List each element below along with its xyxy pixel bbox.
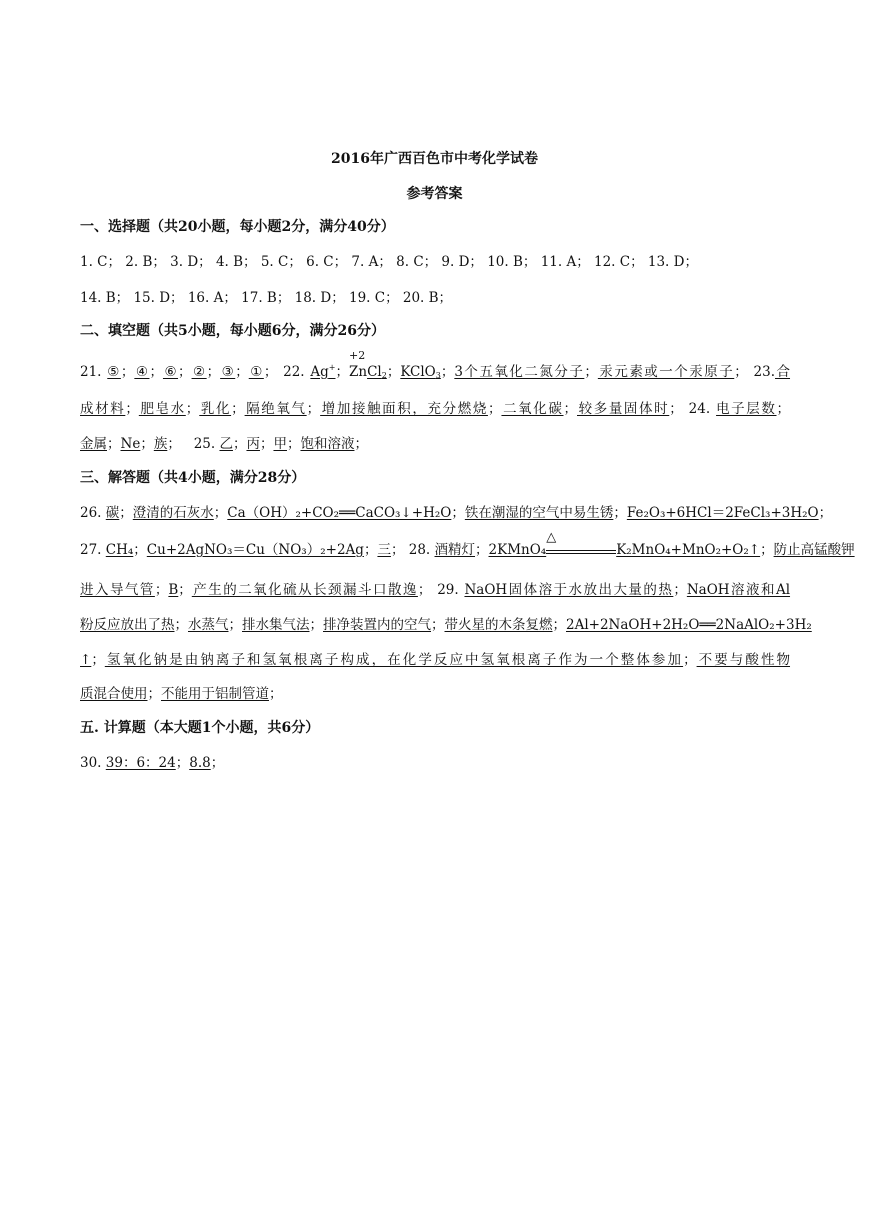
q29-answer-9-end: 质混合使用 xyxy=(80,686,148,702)
q24-answer-4: 族 xyxy=(153,436,168,452)
q29-equation-start: 2Al+2NaOH+2H₂O══2NaAlO₂+3H₂ xyxy=(566,617,812,633)
section2-heading: 二、填空题（共5小题，每小题6分，满分26分） xyxy=(80,323,385,339)
q23-answer-4: 隔绝氧气 xyxy=(244,401,307,417)
valence-mark: +2 xyxy=(348,349,366,362)
q26-equation-2: Fe₂O₃+6HCl＝2FeCl₃+3H₂O xyxy=(626,505,819,521)
q22-answer-valence: +2 ZnCl$_2$ xyxy=(348,349,387,380)
section3-line5: ↑；氢氧化钠是由钠离子和氢氧根离子构成，在化学反应中氢氧根离子作为一个整体参加；不要与酸性物 xyxy=(80,652,791,668)
section2-line3: 金属；Ne；族； 25. 乙；丙；甲；饱和溶液； xyxy=(80,436,368,452)
q23-answer-6: 二氧化碳 xyxy=(501,401,564,417)
q29-answer-6: 带火星的木条复燃 xyxy=(444,617,553,633)
q28-answer-3-end: 进入导气管 xyxy=(80,582,155,598)
q23-answer-7: 较多量固体时 xyxy=(577,401,670,417)
q23-answer-3: 乳化 xyxy=(199,401,232,417)
q27-answer-1: CH₄ xyxy=(105,542,134,558)
q28-answer-4: B xyxy=(168,582,179,598)
heating-condition-mark: △ xyxy=(546,530,557,545)
q24-number: 24. xyxy=(688,401,711,417)
q27-answer-3: 三 xyxy=(377,542,391,558)
section2-line1: 21. ⑤；④；⑥；②；③；①； 22. Ag+； +2 ZnCl$_2$；KClO$_3$；3个五氧化二氮分子；汞元素或一个汞原子； 23.合 xyxy=(80,349,791,380)
section3-line6: 质混合使用；不能用于铝制管道； xyxy=(80,686,283,702)
q29-answer-8: 氢氧化钠是由钠离子和氢氧根离子构成，在化学反应中氢氧根离子作为一个整体参加 xyxy=(104,652,684,668)
q21-answer-6: ① xyxy=(248,364,264,380)
q29-answer-2-start: NaOH溶液和Al xyxy=(686,582,791,598)
q26-equation-1: Ca（OH）₂+CO₂══CaCO₃↓+H₂O xyxy=(227,505,452,521)
q28-answer-1: 酒精灯 xyxy=(434,542,476,558)
q29-answer-1: NaOH固体溶于水放出大量的热 xyxy=(464,582,674,598)
section1-heading: 一、选择题（共20小题，每小题2分，满分40分） xyxy=(80,219,395,235)
q29-answer-9-start: 不要与酸性物 xyxy=(696,652,791,668)
section5-heading: 五. 计算题（本大题1个小题，共6分） xyxy=(80,720,320,736)
q21-answer-4: ② xyxy=(191,364,207,380)
q26-answer-1: 碳 xyxy=(105,505,120,521)
section3-line3: 进入导气管；B；产生的二氧化硫从长颈漏斗口散逸； 29. NaOH固体溶于水放出大量的热；NaOH溶液和Al xyxy=(80,582,791,598)
q29-answer-5: 排净装置内的空气 xyxy=(323,617,431,633)
q30-number: 30. xyxy=(80,755,102,771)
section3-heading: 三、解答题（共4小题，满分28分） xyxy=(80,470,306,486)
q22-answer-3: 3个五氧化二氮分子 xyxy=(454,364,585,380)
q23-answer-1-end: 成材料 xyxy=(80,401,126,417)
q29-answer-3: 水蒸气 xyxy=(188,617,229,633)
q22-answer-ion: Ag+ xyxy=(310,363,336,380)
document-subtitle: 参考答案 xyxy=(406,186,463,202)
q29-answer-10: 不能用于铝制管道 xyxy=(161,686,269,702)
q25-answer-4: 饱和溶液 xyxy=(300,436,355,452)
q21-answer-1: ⑤ xyxy=(107,364,121,380)
q21-answer-5: ③ xyxy=(220,364,236,380)
q26-answer-2: 澄清的石灰水 xyxy=(132,505,214,521)
q23-answer-1-start: 合 xyxy=(775,364,791,380)
q24-answer-1: 电子层数 xyxy=(716,401,777,417)
q22-number: 22. xyxy=(283,364,305,380)
q25-answer-3: 甲 xyxy=(273,436,287,452)
q23-number: 23. xyxy=(753,364,776,380)
section3-line1: 26. 碳；澄清的石灰水；Ca（OH）₂+CO₂══CaCO₃↓+H₂O；铁在潮湿的空气中易生锈；Fe₂O₃+6HCl＝2FeCl₃+3H₂O； xyxy=(80,505,833,521)
section3-line2: 27. CH₄；Cu+2AgNO₃＝Cu（NO₃）₂+2Ag；三； 28. 酒精灯；2KMnO₄ △ K₂MnO₄+MnO₂+O₂↑；防止高锰酸钾 xyxy=(80,530,855,558)
q29-answer-2-end: 粉反应放出了热 xyxy=(80,617,175,633)
q28-answer-5: 产生的二氧化硫从长颈漏斗口散逸 xyxy=(191,582,418,598)
q24-answer-3: Ne xyxy=(120,436,141,452)
q26-number: 26. xyxy=(80,505,102,521)
q27-number: 27. xyxy=(80,542,102,558)
q29-answer-4: 排水集气法 xyxy=(242,617,310,633)
q25-number: 25. xyxy=(193,436,216,452)
section5-line1: 30. 39：6：24；8.8； xyxy=(80,755,225,771)
q28-number: 28. xyxy=(408,542,431,558)
q21-number: 21. xyxy=(80,364,102,380)
q28-answer-3-start: 防止高锰酸钾 xyxy=(773,542,855,558)
section1-answers-line1: 1. C； 2. B； 3. D； 4. B； 5. C； 6. C； 7. A； 8. C； 9. D； 10. B； 11. A； 12. C； 13. D； xyxy=(80,254,698,270)
q29-number: 29. xyxy=(437,582,459,598)
section3-line4: 粉反应放出了热；水蒸气；排水集气法；排净装置内的空气；带火星的木条复燃；2Al+2NaOH+2H₂O══2NaAlO₂+3H₂ xyxy=(80,617,812,633)
q23-answer-5: 增加接触面积，充分燃烧 xyxy=(320,401,488,417)
q29-equation-end: ↑ xyxy=(80,652,92,668)
q21-answer-2: ④ xyxy=(134,364,150,380)
document-title: 2016年广西百色市中考化学试卷 xyxy=(331,151,538,167)
q30-answer-1: 39：6：24 xyxy=(105,755,176,771)
q24-answer-2: 金属 xyxy=(80,436,107,452)
q30-answer-2: 8.8 xyxy=(189,755,211,771)
q28-equation: 2KMnO₄ △ K₂MnO₄+MnO₂+O₂↑ xyxy=(488,530,761,558)
q21-answer-3: ⑥ xyxy=(162,364,179,380)
section1-answers-line2: 14. B； 15. D； 16. A； 17. B； 18. D； 19. C； 20. B； xyxy=(80,290,453,306)
q22-answer-kclo3: KClO$_3$ xyxy=(400,364,441,380)
q26-answer-4: 铁在潮湿的空气中易生锈 xyxy=(464,505,614,521)
q25-answer-1: 乙 xyxy=(219,436,233,452)
q22-answer-4: 汞元素或一个汞原子 xyxy=(597,364,735,380)
q23-answer-2: 肥皂水 xyxy=(138,401,186,417)
section2-line2: 成材料；肥皂水；乳化；隔绝氧气；增加接触面积，充分燃烧；二氧化碳；较多量固体时； 24. 电子层数； xyxy=(80,401,790,417)
q27-equation: Cu+2AgNO₃＝Cu（NO₃）₂+2Ag xyxy=(146,542,364,558)
q25-answer-2: 丙 xyxy=(246,436,260,452)
